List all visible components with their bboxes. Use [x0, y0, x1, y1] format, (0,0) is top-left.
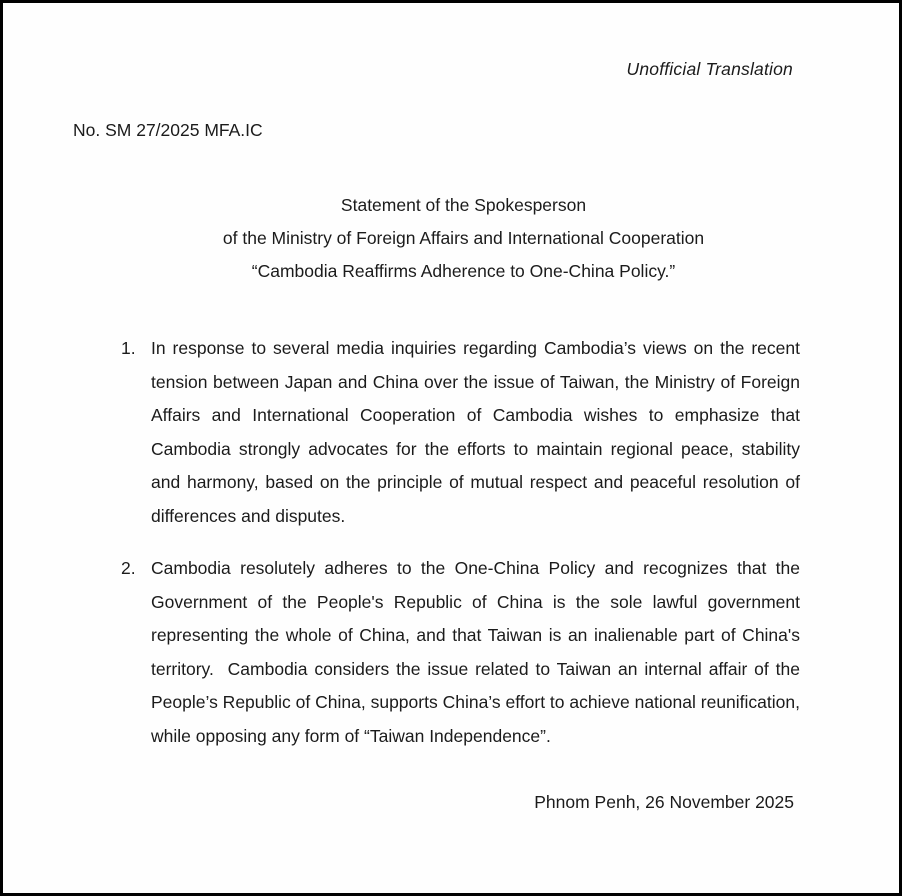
- paragraph-2-text: Cambodia resolutely adheres to the One-China Policy and recognizes that the Government of the People's Republic of China is the sole lawful government representing the whole of China, and that Taiwan is an inalienable part of China's territory. Cambodia considers the issue related to Taiwan an internal affair of the People’s Republic of China, supports China’s effort to achieve national reunification, while opposing any form of “Taiwan Independence”.: [151, 558, 800, 746]
- paragraph-2: [73, 552, 800, 753]
- title-line-2: of the Ministry of Foreign Affairs and International Cooperation: [222, 228, 705, 248]
- reference-number: No. SM 27/2025 MFA.IC: [73, 120, 263, 140]
- title-line-1: Statement of the Spokesperson: [340, 195, 587, 215]
- paragraph-1-text: In response to several media inquiries regarding Cambodia’s views on the recent tension between Japan and China over the issue of Taiwan, the Ministry of Foreign Affairs and International Cooperation of Cambodia wishes to emphasize that Cambodia strongly advocates for the efforts to maintain regional peace, stability and harmony, based on the principle of mutual respect and peaceful resolution of differences and disputes.: [151, 338, 800, 526]
- title-line-3: “Cambodia Reaffirms Adherence to One-China Policy.”: [251, 261, 676, 281]
- statement-body: [73, 332, 800, 753]
- paragraph-2-number: 2.: [121, 558, 136, 578]
- paragraph-1: [73, 332, 800, 533]
- statement-title: [103, 189, 824, 288]
- paragraph-1-number: 1.: [121, 338, 136, 358]
- place-date-line: Phnom Penh, 26 November 2025: [534, 792, 794, 812]
- translation-note: Unofficial Translation: [626, 59, 793, 79]
